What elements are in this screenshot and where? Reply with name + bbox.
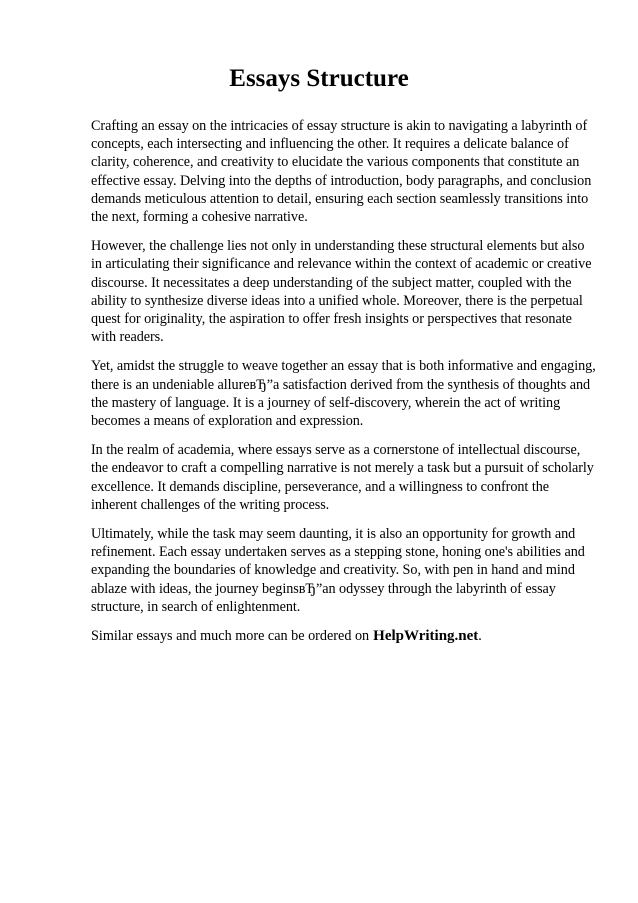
paragraph-5: Ultimately, while the task may seem daunting, it is also an opportunity for growth and refinement. Each essay undertaken serves as a stepping stone, honing one's abilities and expanding the boundaries of knowledge and creativity. So, with pen in hand and mind ablaze with ideas, the journey beginsвЂ”an odyssey through the labyrinth of essay structure, in search of enlightenment.: [91, 526, 585, 615]
document-body: [91, 117, 598, 645]
helpwriting-link[interactable]: HelpWriting.net: [373, 628, 479, 645]
footer-prefix: Similar essays and much more can be ordered on: [91, 628, 370, 645]
footer-suffix: .: [478, 628, 482, 645]
paragraph-2: However, the challenge lies not only in understanding these structural elements but also in articulating their significance and relevance within the context of academic or creative discourse. It necessitates a deep understanding of the subject matter, coupled with the ability to synthesize diverse ideas into a unified whole. Moreover, there is the perpetual quest for originality, the aspiration to offer fresh insights or perspectives that resonate with readers.: [91, 238, 592, 346]
document-title: Essays Structure: [229, 65, 409, 92]
footer-line: [91, 627, 598, 645]
paragraph-1: Crafting an essay on the intricacies of essay structure is akin to navigating a labyrinth of concepts, each intersecting and influencing the other. It requires a delicate balance of clarity, coherence, and creativity to elucidate the various components that constitute an effective essay. Delving into the depths of introduction, body paragraphs, and conclusion demands meticulous attention to detail, ensuring each section seamlessly transitions into the next, forming a cohesive narrative.: [91, 118, 592, 226]
paragraph-4: In the realm of academia, where essays serve as a cornerstone of intellectual discourse, the endeavor to craft a compelling narrative is not merely a task but a pursuit of scholarly excellence. It demands discipline, perseverance, and a willingness to confront the inherent challenges of the writing process.: [91, 442, 594, 513]
paragraph-3: Yet, amidst the struggle to weave together an essay that is both informative and engaging, there is an undeniable allureвЂ”a satisfaction derived from the synthesis of thoughts and the mastery of language. It is a journey of self-discovery, wherein the act of writing becomes a means of exploration and expression.: [91, 358, 596, 430]
